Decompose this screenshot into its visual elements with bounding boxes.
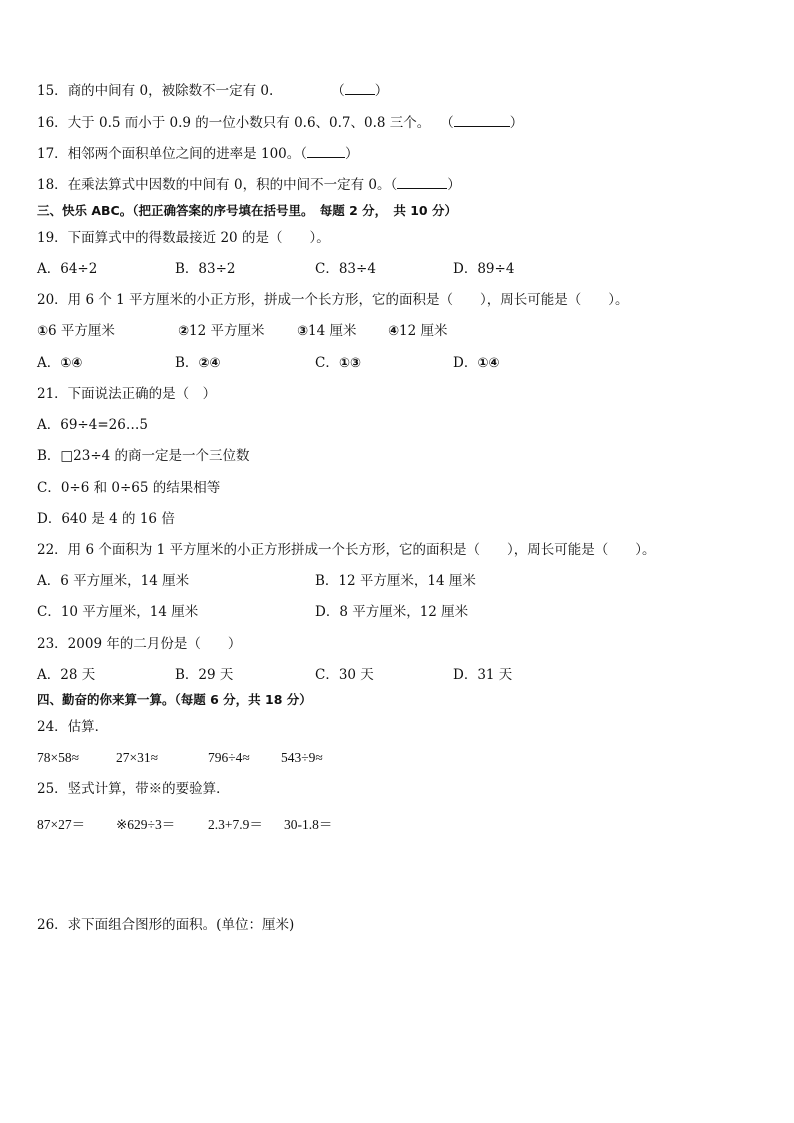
option-a-label: A． <box>37 355 61 371</box>
question-17-bracket-right: ） <box>345 146 359 162</box>
circled-2-icon: ② <box>178 324 190 339</box>
estimate-item-4: 543÷9≈ <box>281 750 323 765</box>
question-23-option-c[interactable]: C．30 天 <box>315 667 374 683</box>
question-24-stem: 24．估算． <box>37 719 109 735</box>
question-19-option-b[interactable]: B．83÷2 <box>175 261 236 277</box>
question-23-option-a[interactable]: A．28 天 <box>37 667 96 683</box>
vertical-calc-item-2: ※629÷3＝ <box>116 817 176 832</box>
question-17-bracket-left: （ <box>300 146 307 162</box>
question-18-answer-blank[interactable] <box>397 176 447 189</box>
question-16-bracket-right: ） <box>509 115 524 131</box>
question-17-text: 相邻两个面积单位之间的进率是 100。 <box>67 146 301 162</box>
vertical-calc-item-1: 87×27＝ <box>37 817 86 832</box>
circled-3-icon: ③ <box>297 324 309 339</box>
estimate-item-2: 27×31≈ <box>116 750 159 765</box>
question-15-answer-blank[interactable] <box>345 82 375 95</box>
option-b-marks: ②④ <box>198 356 221 371</box>
question-25-stem: 25．竖式计算，带※的要验算． <box>37 781 230 797</box>
question-15-text: 商的中间有 0，被除数不一定有 0. <box>67 83 274 99</box>
question-19-stem: 19．下面算式中的得数最接近 20 的是（ ）。 <box>37 230 330 246</box>
vertical-calc-item-4: 30-1.8＝ <box>284 817 333 832</box>
question-16-text: 大于 0.5 而小于 0.9 的一位小数只有 0.6、0.7、0.8 三个。 <box>67 115 431 131</box>
option-b-label: B． <box>175 355 199 371</box>
question-17 <box>37 145 359 163</box>
question-26-stem: 26．求下面组合图形的面积。(单位：厘米) <box>37 917 295 933</box>
estimate-item-1: 78×58≈ <box>37 750 80 765</box>
question-16-number: 16． <box>37 115 68 131</box>
question-21-option-a[interactable]: A．69÷4=26…5 <box>37 417 148 433</box>
question-20-option-b[interactable] <box>175 354 220 373</box>
question-20-option-d[interactable] <box>453 354 499 373</box>
question-20-choice-3 <box>297 322 357 341</box>
question-20-choice-3-text: 14 厘米 <box>308 323 357 339</box>
vertical-calc-item-3: 2.3+7.9＝ <box>208 817 263 832</box>
question-18-number: 18． <box>37 177 68 193</box>
question-18 <box>37 176 461 194</box>
option-d-label: D． <box>453 355 478 371</box>
question-21-option-b[interactable]: B．□23÷4 的商一定是一个三位数 <box>37 448 250 464</box>
option-c-marks: ①③ <box>338 356 361 371</box>
question-20-choice-1 <box>37 322 115 341</box>
question-19-option-d[interactable]: D．89÷4 <box>453 261 515 277</box>
section-3-heading: 三、快乐 ABC。（把正确答案的序号填在括号里。 每题 2 分， 共 10 分） <box>37 203 457 218</box>
question-15-bracket-right: ） <box>374 83 389 99</box>
question-21-option-c[interactable]: C．0÷6 和 0÷65 的结果相等 <box>37 480 221 496</box>
question-16-bracket-left: （ <box>440 115 454 131</box>
question-20-option-a[interactable] <box>37 354 82 373</box>
question-22-option-a[interactable]: A．6 平方厘米，14 厘米 <box>37 573 190 589</box>
question-19-option-a[interactable]: A．64÷2 <box>37 261 98 277</box>
question-15-bracket-left: （ <box>331 83 345 99</box>
section-4-heading: 四、勤奋的你来算一算。（每题 6 分，共 18 分） <box>37 692 312 707</box>
option-c-label: C． <box>315 355 339 371</box>
question-17-number: 17． <box>37 146 68 162</box>
question-15-number: 15． <box>37 83 68 99</box>
question-18-bracket-right: ） <box>447 177 461 193</box>
question-16-answer-blank[interactable] <box>454 114 510 127</box>
question-20-choice-1-text: 6 平方厘米 <box>48 323 115 339</box>
circled-4-icon: ④ <box>388 324 400 339</box>
option-d-marks: ①④ <box>477 356 500 371</box>
question-20-option-c[interactable] <box>315 354 361 373</box>
question-18-text: 在乘法算式中因数的中间有 0，积的中间不一定有 0。 <box>67 177 391 193</box>
question-20-choice-4-text: 12 厘米 <box>399 323 448 339</box>
question-19-option-c[interactable]: C．83÷4 <box>315 261 376 277</box>
question-18-bracket-left: （ <box>390 177 398 193</box>
question-20-choice-2-text: 12 平方厘米 <box>189 323 265 339</box>
question-20-stem: 20．用 6 个 1 平方厘米的小正方形，拼成一个长方形，它的面积是（ ），周长可能是（ ）。 <box>37 292 629 308</box>
question-22-option-d[interactable]: D．8 平方厘米，12 厘米 <box>315 604 469 620</box>
question-17-answer-blank[interactable] <box>307 145 345 158</box>
estimate-item-3: 796÷4≈ <box>208 750 250 765</box>
question-23-option-b[interactable]: B．29 天 <box>175 667 234 683</box>
question-22-option-c[interactable]: C．10 平方厘米，14 厘米 <box>37 604 199 620</box>
question-21-stem: 21．下面说法正确的是（ ） <box>37 386 217 402</box>
question-22-stem: 22．用 6 个面积为 1 平方厘米的小正方形拼成一个长方形，它的面积是（ ），周长可能是（ ）。 <box>37 542 656 558</box>
question-22-option-b[interactable]: B．12 平方厘米，14 厘米 <box>315 573 476 589</box>
question-16 <box>37 114 523 132</box>
question-21-option-d[interactable]: D．640 是 4 的 16 倍 <box>37 511 175 527</box>
question-15 <box>37 82 388 100</box>
option-a-marks: ①④ <box>60 356 83 371</box>
question-23-stem: 23．2009 年的二月份是（ ） <box>37 636 242 652</box>
question-23-option-d[interactable]: D．31 天 <box>453 667 513 683</box>
circled-1-icon: ① <box>37 324 49 339</box>
question-20-choice-4 <box>388 322 448 341</box>
question-20-choice-2 <box>178 322 265 341</box>
